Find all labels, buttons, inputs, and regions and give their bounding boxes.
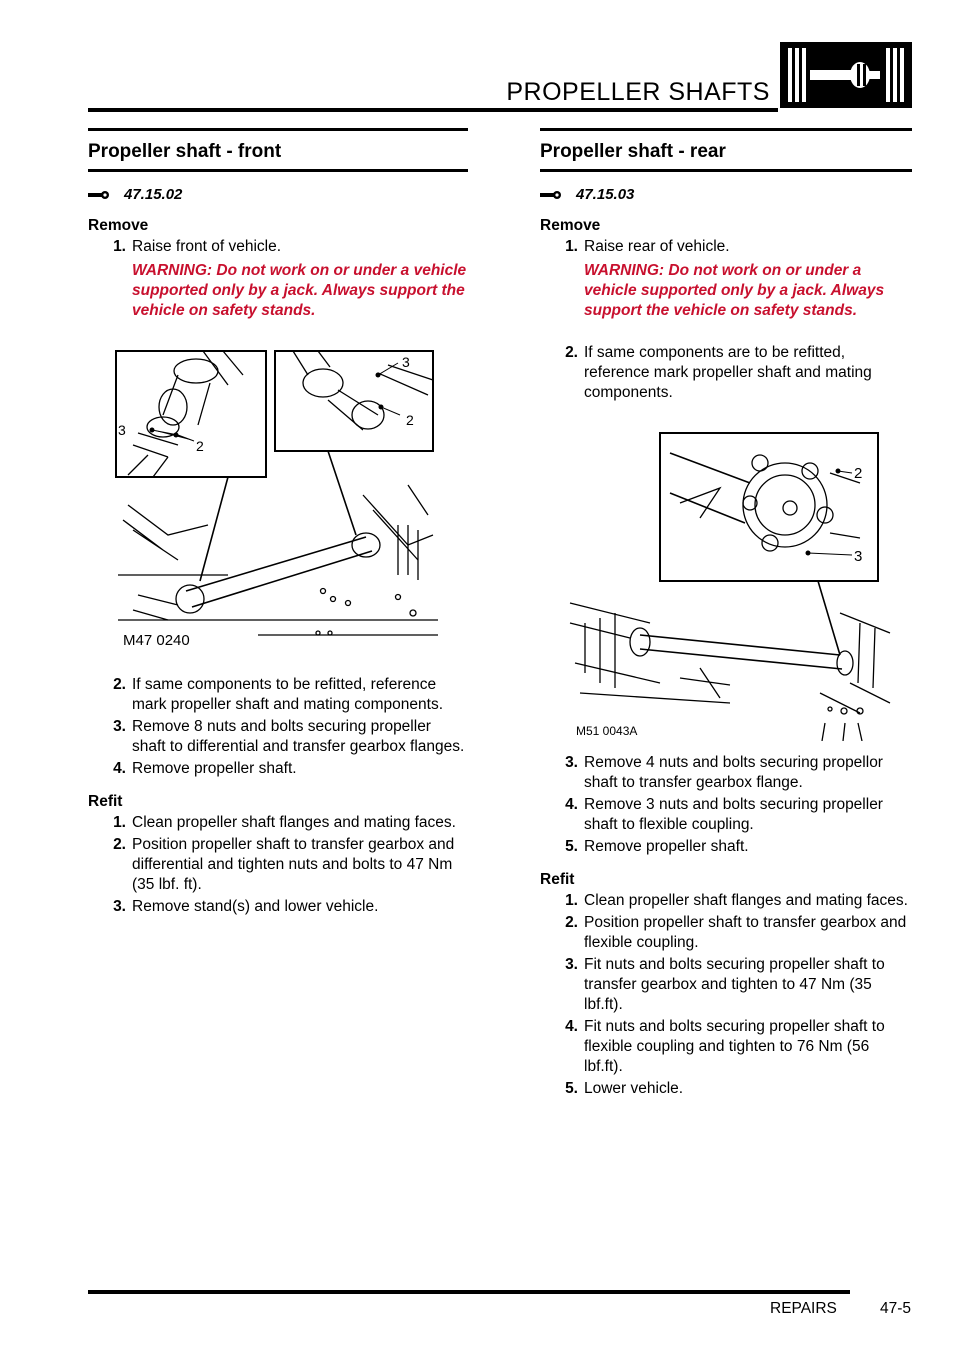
repair-code [540, 186, 912, 203]
repair-code-icon [88, 190, 110, 200]
section-rule [540, 169, 912, 172]
warning-text: WARNING: Do not work on or under a vehicle supported only by a jack. Always support the vehicle on safety stands. [584, 262, 885, 319]
list-item: 4. Remove propeller shaft. [113, 760, 297, 777]
list-item: 4. Remove 3 nuts and bolts securing propeller shaft to flexible coupling. [565, 796, 883, 833]
callout-label: 3 [854, 548, 863, 565]
section-rule [88, 128, 468, 131]
list-item: 3. Remove 4 nuts and bolts securing propellor shaft to transfer gearbox flange. [565, 754, 883, 791]
footer-section: REPAIRS [770, 1300, 837, 1317]
warning-text: WARNING: Do not work on or under a vehicle supported only by a jack. Always support the vehicle on safety stands. [132, 262, 467, 319]
list-item: 5. Remove propeller shaft. [565, 838, 749, 855]
page-header-title: PROPELLER SHAFTS [506, 78, 770, 106]
section-rule [88, 169, 468, 172]
refit-heading: Refit [540, 871, 575, 888]
list-item: 1. Clean propeller shaft flanges and mating faces. [565, 892, 908, 909]
list-item: 2. Position propeller shaft to transfer gearbox and differential and tighten nuts and bolts to 47 Nm (35 lbf. ft). [113, 836, 455, 893]
section-title: Propeller shaft - front [88, 141, 282, 162]
callout-label: 2 [196, 438, 204, 454]
section-rule [540, 128, 912, 131]
figure-label: M51 0043A [576, 724, 638, 738]
repair-code-text: 47.15.03 [576, 186, 635, 203]
list-item: 4. Fit nuts and bolts securing propeller shaft to flexible coupling and tighten to 76 Nm (56 lbf.ft). [565, 1018, 885, 1075]
list-item: 2. Position propeller shaft to transfer gearbox and flexible coupling. [565, 914, 907, 951]
list-item: 2. If same components are to be refitted, reference mark propeller shaft and mating components. [565, 344, 872, 401]
list-item: 1. Raise rear of vehicle. [565, 238, 730, 255]
callout-label: 3 [118, 422, 126, 438]
footer-rule [88, 1290, 850, 1294]
front-shaft-section [88, 128, 468, 919]
callout-label: 3 [402, 354, 410, 370]
list-item: 2. If same components to be refitted, reference mark propeller shaft and mating components. [113, 676, 444, 713]
rear-shaft-section [540, 128, 912, 1101]
repair-code [88, 186, 468, 203]
remove-heading: Remove [540, 217, 601, 234]
page-number: 47-5 [880, 1300, 912, 1317]
list-item: 1. Clean propeller shaft flanges and mating faces. [113, 814, 456, 831]
list-item: 5. Lower vehicle. [565, 1080, 684, 1097]
header-rule [88, 108, 778, 112]
remove-heading: Remove [88, 217, 149, 234]
figure-label: M47 0240 [123, 632, 190, 649]
callout-label: 2 [854, 465, 863, 482]
figure-rear-shaft [540, 423, 912, 741]
list-item: 3. Fit nuts and bolts securing propeller shaft to transfer gearbox and tighten to 47 Nm (35 lbf.ft). [565, 956, 885, 1013]
repair-code-text: 47.15.02 [124, 186, 183, 203]
section-title: Propeller shaft - rear [540, 141, 726, 162]
refit-heading: Refit [88, 793, 123, 810]
figure-front-shaft [88, 345, 468, 649]
list-item: 1. Raise front of vehicle. [113, 238, 282, 255]
propeller-shaft-icon [780, 42, 912, 108]
list-item: 3. Remove stand(s) and lower vehicle. [113, 898, 379, 915]
callout-label: 2 [406, 412, 414, 428]
list-item: 3. Remove 8 nuts and bolts securing propeller shaft to differential and transfer gearbox flanges. [113, 718, 465, 755]
repair-code-icon [540, 190, 562, 200]
